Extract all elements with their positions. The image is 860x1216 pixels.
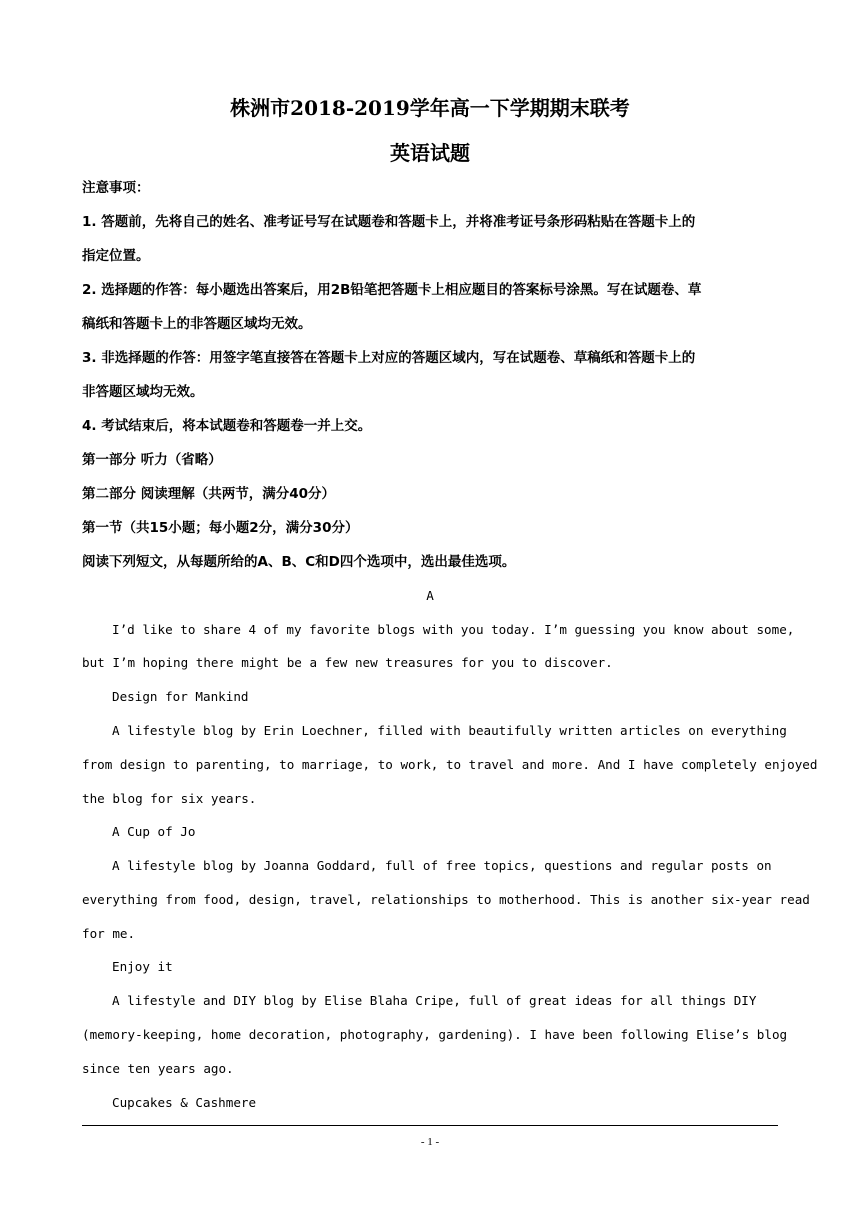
page-title: 株洲市2018-2019学年高一下学期期末联考	[230, 96, 630, 120]
notes-heading: 注意事项：	[82, 180, 150, 196]
blog-name: A Cup of Jo	[112, 824, 196, 839]
page-subtitle: 英语试题	[390, 141, 470, 165]
notes-line: 指定位置。	[82, 248, 150, 264]
blog-description-line: the blog for six years.	[82, 791, 257, 806]
notes-line: 4. 考试结束后，将本试题卷和答题卷一并上交。	[82, 418, 372, 434]
footer-divider	[82, 1125, 778, 1126]
notes-line: 稿纸和答题卡上的非答题区域均无效。	[82, 316, 312, 332]
section-heading: 第一部分 听力（省略）	[82, 452, 222, 468]
blog-description-line: A lifestyle blog by Erin Loechner, filled with beautifully written articles on everything	[112, 723, 787, 738]
blog-name: Enjoy it	[112, 959, 173, 974]
section-instruction: 阅读下列短文，从每题所给的A、B、C和D四个选项中，选出最佳选项。	[82, 554, 516, 570]
blog-name: Cupcakes & Cashmere	[112, 1095, 257, 1110]
blog-description-line: for me.	[82, 926, 136, 941]
blog-name: Design for Mankind	[112, 689, 249, 704]
section-heading: 第二部分 阅读理解（共两节，满分40分）	[82, 486, 335, 502]
blog-description-line: everything from food, design, travel, relationships to motherhood. This is another six-year read	[82, 892, 810, 907]
passage-intro-line: I’d like to share 4 of my favorite blogs with you today. I’m guessing you know about some,	[112, 622, 795, 637]
blog-description-line: since ten years ago.	[82, 1061, 234, 1076]
notes-line: 3. 非选择题的作答：用签字笔直接答在答题卡上对应的答题区域内，写在试题卷、草稿纸和答题卡上的	[82, 350, 696, 366]
blog-description-line: from design to parenting, to marriage, to work, to travel and more. And I have completely enjoyed	[82, 757, 818, 772]
blog-description-line: (memory-keeping, home decoration, photography, gardening). I have been following Elise’s blog	[82, 1027, 788, 1042]
blog-description-line: A lifestyle blog by Joanna Goddard, full of free topics, questions and regular posts on	[112, 858, 772, 873]
passage-label: A	[426, 588, 434, 603]
page-number: - 1 -	[420, 1136, 440, 1148]
passage-intro-line: but I’m hoping there might be a few new treasures for you to discover.	[82, 655, 613, 670]
section-heading: 第一节（共15小题；每小题2分，满分30分）	[82, 520, 359, 536]
blog-description-line: A lifestyle and DIY blog by Elise Blaha Cripe, full of great ideas for all things DIY	[112, 993, 757, 1008]
notes-line: 2. 选择题的作答：每小题选出答案后，用2B铅笔把答题卡上相应题目的答案标号涂黑。写在试题卷、草	[82, 282, 702, 298]
notes-line: 非答题区域均无效。	[82, 384, 204, 400]
notes-line: 1. 答题前，先将自己的姓名、准考证号写在试题卷和答题卡上，并将准考证号条形码粘贴在答题卡上的	[82, 214, 696, 230]
